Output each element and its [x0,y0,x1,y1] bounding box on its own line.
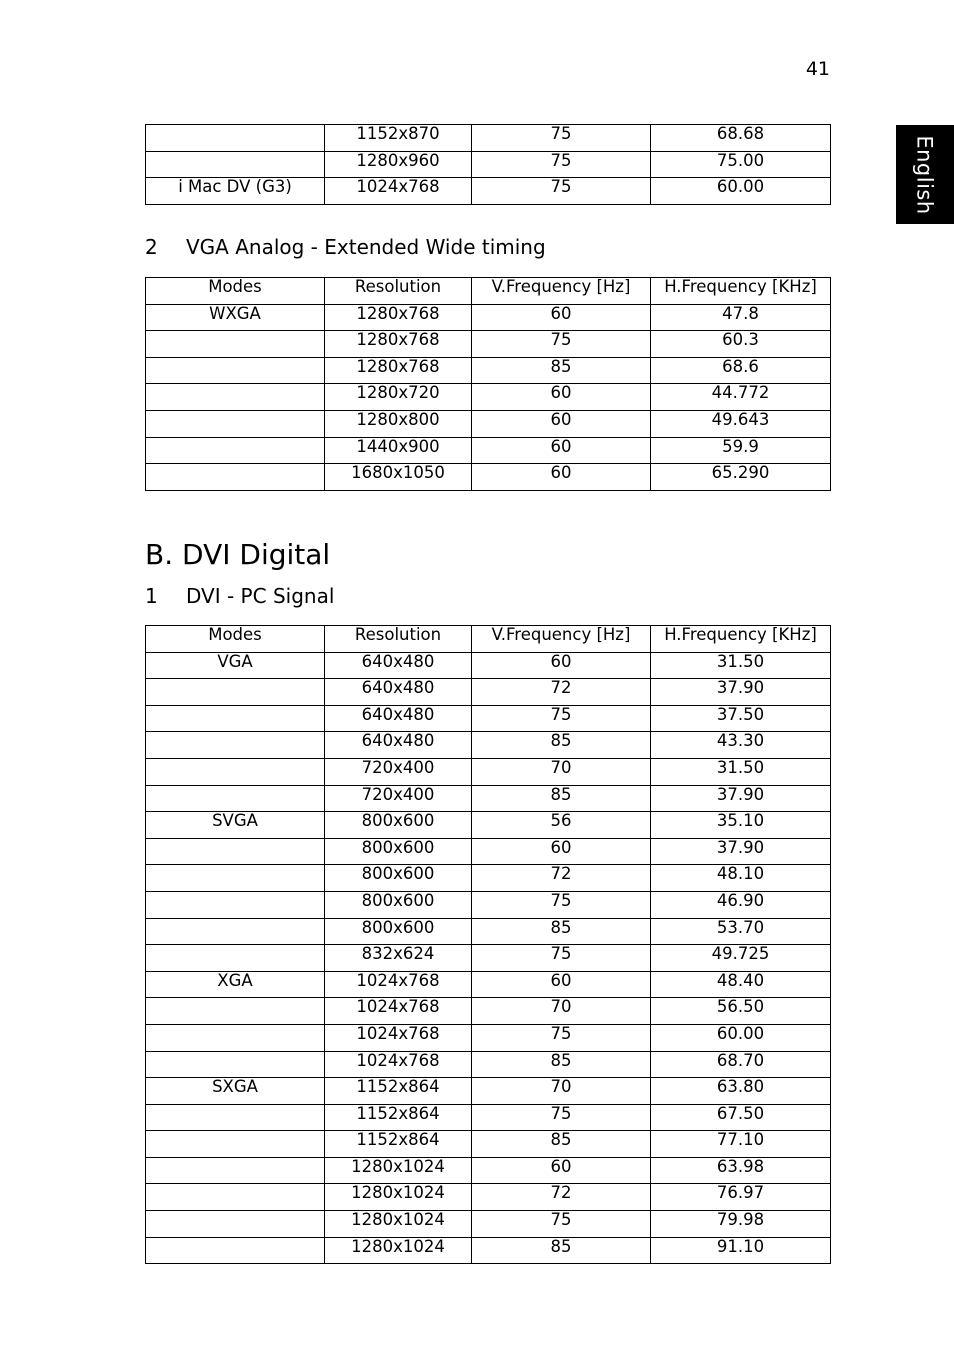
cell-v-frequency: 60 [472,464,651,491]
table-row [146,865,831,892]
cell-v-frequency: 70 [472,1078,651,1105]
cell-mode [146,918,325,945]
cell-v-frequency: 85 [472,732,651,759]
cell-v-frequency: 75 [472,1104,651,1131]
table-row [146,971,831,998]
dvi-pc-timing-table [145,625,831,1264]
cell-h-frequency: 48.40 [651,971,831,998]
cell-h-frequency: 68.6 [651,357,831,384]
cell-h-frequency: 65.290 [651,464,831,491]
language-tab [896,125,954,224]
dvi-pc-heading-number: 1 [145,584,158,608]
table-row [146,1131,831,1158]
cell-resolution: 1152x864 [325,1104,472,1131]
cell-mode: SVGA [146,812,325,839]
table-row [146,918,831,945]
cell-h-frequency: 35.10 [651,812,831,839]
cell-mode [146,998,325,1025]
cell-resolution: 640x480 [325,679,472,706]
cell-resolution: 720x400 [325,785,472,812]
table-row [146,125,831,152]
cell-v-frequency: 75 [472,945,651,972]
cell-resolution: 800x600 [325,838,472,865]
cell-h-frequency: 37.50 [651,705,831,732]
cell-resolution: 1024x768 [325,998,472,1025]
column-header-h-frequency: H.Frequency [KHz] [651,278,831,305]
table-row [146,1104,831,1131]
cell-h-frequency: 60.3 [651,331,831,358]
cell-v-frequency: 85 [472,785,651,812]
cell-resolution: 1152x870 [325,125,472,152]
cell-mode [146,1104,325,1131]
cell-h-frequency: 60.00 [651,178,831,205]
cell-h-frequency: 60.00 [651,1024,831,1051]
table-row [146,1157,831,1184]
cell-mode [146,384,325,411]
column-header-mode: Modes [146,626,325,653]
cell-h-frequency: 43.30 [651,732,831,759]
column-header-mode: Modes [146,278,325,305]
table-row [146,410,831,437]
cell-v-frequency: 60 [472,971,651,998]
table-row [146,705,831,732]
cell-h-frequency: 37.90 [651,679,831,706]
cell-mode: SXGA [146,1078,325,1105]
table-row [146,945,831,972]
column-header-resolution: Resolution [325,278,472,305]
cell-resolution: 800x600 [325,918,472,945]
cell-mode [146,1131,325,1158]
cell-mode: WXGA [146,304,325,331]
mac-timing-table [145,124,831,205]
cell-resolution: 640x480 [325,652,472,679]
table-row [146,812,831,839]
cell-resolution: 1024x768 [325,971,472,998]
page-number: 41 [805,58,830,80]
cell-resolution: 1152x864 [325,1131,472,1158]
cell-h-frequency: 49.725 [651,945,831,972]
language-tab-label: English [913,134,938,215]
cell-mode [146,838,325,865]
table-row [146,838,831,865]
cell-v-frequency: 60 [472,838,651,865]
vga-wide-timing-table [145,277,831,491]
cell-v-frequency: 72 [472,1184,651,1211]
cell-resolution: 1024x768 [325,1051,472,1078]
cell-h-frequency: 37.90 [651,785,831,812]
cell-mode [146,410,325,437]
cell-mode [146,125,325,152]
cell-mode [146,1157,325,1184]
cell-h-frequency: 63.98 [651,1157,831,1184]
cell-v-frequency: 60 [472,384,651,411]
cell-h-frequency: 59.9 [651,437,831,464]
cell-v-frequency: 85 [472,1237,651,1264]
table-row [146,331,831,358]
table-row [146,1051,831,1078]
cell-v-frequency: 75 [472,891,651,918]
section-title-dvi-digital: B. DVI Digital [145,538,331,571]
cell-h-frequency: 47.8 [651,304,831,331]
cell-mode [146,732,325,759]
cell-mode [146,705,325,732]
cell-resolution: 640x480 [325,732,472,759]
table-row [146,1078,831,1105]
cell-mode [146,1051,325,1078]
cell-h-frequency: 53.70 [651,918,831,945]
cell-resolution: 1280x800 [325,410,472,437]
cell-resolution: 1280x1024 [325,1237,472,1264]
table-row [146,758,831,785]
cell-mode [146,151,325,178]
table-row [146,891,831,918]
cell-resolution: 1280x960 [325,151,472,178]
cell-v-frequency: 75 [472,705,651,732]
cell-h-frequency: 63.80 [651,1078,831,1105]
table-row [146,1184,831,1211]
cell-resolution: 1280x720 [325,384,472,411]
dvi-pc-heading [145,584,334,608]
column-header-resolution: Resolution [325,626,472,653]
cell-h-frequency: 77.10 [651,1131,831,1158]
cell-resolution: 832x624 [325,945,472,972]
vga-wide-heading-number: 2 [145,235,158,259]
table-row [146,679,831,706]
cell-v-frequency: 75 [472,1211,651,1238]
cell-mode [146,1237,325,1264]
table-row [146,151,831,178]
cell-resolution: 720x400 [325,758,472,785]
cell-resolution: 1440x900 [325,437,472,464]
cell-v-frequency: 85 [472,1131,651,1158]
cell-resolution: 1280x768 [325,331,472,358]
cell-resolution: 1280x768 [325,357,472,384]
cell-h-frequency: 49.643 [651,410,831,437]
cell-mode [146,891,325,918]
cell-mode [146,357,325,384]
cell-resolution: 800x600 [325,891,472,918]
vga-wide-heading-text: VGA Analog - Extended Wide timing [186,235,546,259]
cell-resolution: 1152x864 [325,1078,472,1105]
table-row [146,998,831,1025]
cell-v-frequency: 85 [472,357,651,384]
table-row [146,785,831,812]
cell-v-frequency: 75 [472,151,651,178]
cell-v-frequency: 72 [472,679,651,706]
table-row [146,384,831,411]
cell-resolution: 1280x1024 [325,1184,472,1211]
cell-resolution: 1280x1024 [325,1157,472,1184]
cell-v-frequency: 70 [472,758,651,785]
cell-h-frequency: 67.50 [651,1104,831,1131]
cell-resolution: 1024x768 [325,178,472,205]
table-row [146,1024,831,1051]
cell-mode [146,785,325,812]
cell-mode [146,331,325,358]
cell-resolution: 1680x1050 [325,464,472,491]
cell-h-frequency: 79.98 [651,1211,831,1238]
cell-mode [146,679,325,706]
cell-h-frequency: 56.50 [651,998,831,1025]
cell-h-frequency: 76.97 [651,1184,831,1211]
cell-resolution: 640x480 [325,705,472,732]
cell-h-frequency: 44.772 [651,384,831,411]
cell-v-frequency: 75 [472,1024,651,1051]
cell-v-frequency: 60 [472,437,651,464]
cell-h-frequency: 68.68 [651,125,831,152]
table-row [146,178,831,205]
cell-resolution: 800x600 [325,865,472,892]
cell-mode [146,437,325,464]
table-row [146,732,831,759]
cell-mode [146,1211,325,1238]
dvi-pc-heading-text: DVI - PC Signal [186,584,335,608]
cell-h-frequency: 46.90 [651,891,831,918]
cell-mode [146,1184,325,1211]
cell-h-frequency: 91.10 [651,1237,831,1264]
cell-mode: VGA [146,652,325,679]
column-header-v-frequency: V.Frequency [Hz] [472,278,651,305]
cell-mode: XGA [146,971,325,998]
table-row [146,652,831,679]
cell-mode [146,758,325,785]
table-row [146,357,831,384]
cell-v-frequency: 60 [472,410,651,437]
cell-h-frequency: 68.70 [651,1051,831,1078]
cell-h-frequency: 31.50 [651,652,831,679]
table-row [146,304,831,331]
table-row [146,1211,831,1238]
cell-v-frequency: 75 [472,125,651,152]
cell-resolution: 800x600 [325,812,472,839]
column-header-v-frequency: V.Frequency [Hz] [472,626,651,653]
cell-v-frequency: 72 [472,865,651,892]
cell-mode: i Mac DV (G3) [146,178,325,205]
table-row [146,464,831,491]
cell-v-frequency: 60 [472,304,651,331]
cell-mode [146,865,325,892]
cell-h-frequency: 31.50 [651,758,831,785]
cell-mode [146,945,325,972]
cell-resolution: 1024x768 [325,1024,472,1051]
cell-mode [146,464,325,491]
table-row [146,437,831,464]
cell-resolution: 1280x1024 [325,1211,472,1238]
column-header-h-frequency: H.Frequency [KHz] [651,626,831,653]
cell-v-frequency: 85 [472,918,651,945]
cell-v-frequency: 60 [472,1157,651,1184]
cell-v-frequency: 75 [472,331,651,358]
table-row [146,1237,831,1264]
cell-v-frequency: 56 [472,812,651,839]
cell-resolution: 1280x768 [325,304,472,331]
cell-mode [146,1024,325,1051]
cell-h-frequency: 75.00 [651,151,831,178]
cell-v-frequency: 75 [472,178,651,205]
vga-wide-heading [145,235,546,259]
table-header-row [146,626,831,653]
cell-v-frequency: 85 [472,1051,651,1078]
cell-v-frequency: 60 [472,652,651,679]
cell-h-frequency: 37.90 [651,838,831,865]
cell-v-frequency: 70 [472,998,651,1025]
cell-h-frequency: 48.10 [651,865,831,892]
table-header-row [146,278,831,305]
